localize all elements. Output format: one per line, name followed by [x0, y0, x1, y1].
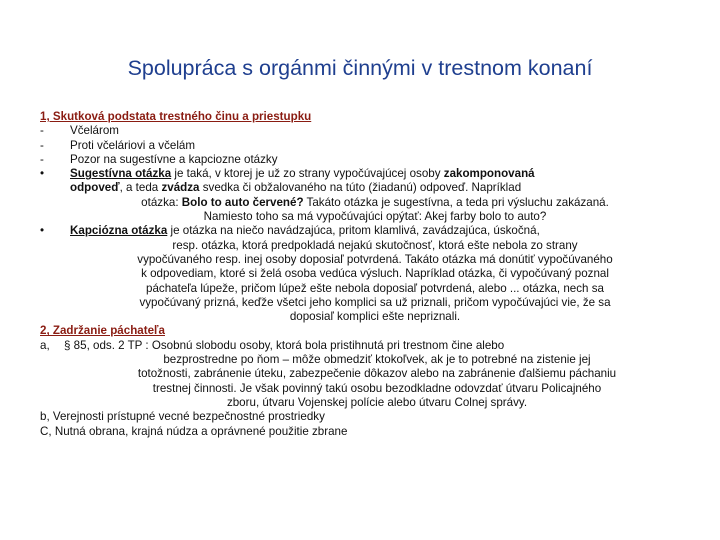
bullet-marker: • — [40, 224, 45, 238]
dash-item — [40, 124, 690, 138]
bullet-continuation: Namiesto toho sa má vypočúvajúci opýtať: Akej farby bolo to auto? — [203, 210, 547, 224]
bullet-text: otázka: — [141, 195, 182, 209]
subsection-continuation: bezprostredne po ňom – môže obmedziť ktokoľvek, ak je to potrebné na zistenie jej — [163, 353, 591, 367]
dash-item — [40, 153, 690, 167]
subsection-text: § 85, ods. 2 TP : Osobnú slobodu osoby, ktorá bola pristihnutá pri trestnom čine alebo — [64, 338, 505, 352]
section-heading: 2, Zadržanie páchateľa — [40, 324, 165, 338]
bullet-text: svedka či obžalovaného na túto (žiadanú) odpoveď. Napríklad — [199, 181, 522, 195]
bullet-item — [40, 167, 690, 181]
bullet-continuation: resp. otázka, ktorá predpokladá nejakú skutočnosť, ktorá ešte nebola zo strany — [172, 238, 578, 252]
dash-marker: - — [40, 152, 44, 166]
bullet-continuation: doposiaľ komplici ešte nepriznali. — [289, 310, 461, 324]
dash-item — [40, 139, 690, 153]
bullet-term: Sugestívna otázka — [70, 167, 172, 181]
bullet-emphasis: zakomponovaná — [443, 167, 535, 181]
subsection-label: a, — [40, 338, 50, 352]
dash-marker: - — [40, 124, 44, 138]
bullet-text: Takáto otázka je sugestívna, a teda pri výsluchu zakázaná. — [303, 195, 609, 209]
bullet-continuation: vypočúvaného resp. inej osoby doposiaľ potvrdená. Takáto otázka má donútiť vypočúvaného — [137, 252, 613, 266]
bullet-continuation — [40, 181, 690, 195]
bullet-text: je taká, v ktorej je už zo strany vypočúvajúcej osoby — [171, 167, 444, 181]
dash-item-text: Včelárom — [70, 124, 119, 138]
subsection-a — [40, 339, 690, 353]
bullet-continuation: k odpovediam, ktoré si želá osoba vedúca výsluch. Napríklad otázka, či vypočúvaný poznal — [141, 267, 609, 281]
bullet-text: je otázka na niečo navádzajúca, pritom klamlivá, zavádzajúca, úskočná, — [167, 224, 540, 238]
bullet-emphasis: odpoveď — [70, 181, 120, 195]
page-title: Spolupráca s orgánmi činnými v trestnom konaní — [127, 56, 593, 80]
dash-item-text: Proti včeláriovi a včelám — [70, 138, 195, 152]
bullet-item — [40, 224, 690, 238]
subsection-continuation: trestnej činnosti. Je však povinný takú osobu bezodkladne odovzdať útvaru Policajného — [152, 381, 602, 395]
subsection-c: C, Nutná obrana, krajná núdza a oprávnené použitie zbrane — [40, 424, 348, 438]
bullet-emphasis: zvádza — [161, 181, 200, 195]
section-heading: 1, Skutková podstata trestného činu a priestupku — [40, 110, 312, 123]
bullet-term: Kapciózna otázka — [70, 224, 168, 238]
subsection-continuation: zboru, útvaru Vojenskej polície alebo útvaru Colnej správy. — [226, 395, 528, 409]
subsection-continuation: totožnosti, zabránenie úteku, zabezpečenie dôkazov alebo na zabránenie ďalšiemu páchaniu — [137, 367, 617, 381]
dash-item-text: Pozor na sugestívne a kapciozne otázky — [70, 152, 278, 166]
bullet-marker: • — [40, 167, 45, 181]
bullet-continuation: vypočúvaný prizná, keďže všetci jeho komplici sa už priznali, pričom vypočúvajúci vie, že sa — [139, 295, 611, 309]
subsection-b: b, Verejnosti prístupné vecné bezpečnostné prostriedky — [40, 410, 325, 424]
bullet-text: , a teda — [119, 181, 162, 195]
document-body — [40, 110, 690, 439]
bullet-continuation: páchateľa lúpeže, pričom lúpež ešte nebola doposiaľ potvrdená, alebo ... otázka, nech sa — [146, 281, 604, 295]
bullet-emphasis: Bolo to auto červené? — [181, 195, 304, 209]
bullet-continuation — [40, 196, 680, 210]
dash-marker: - — [40, 138, 44, 152]
